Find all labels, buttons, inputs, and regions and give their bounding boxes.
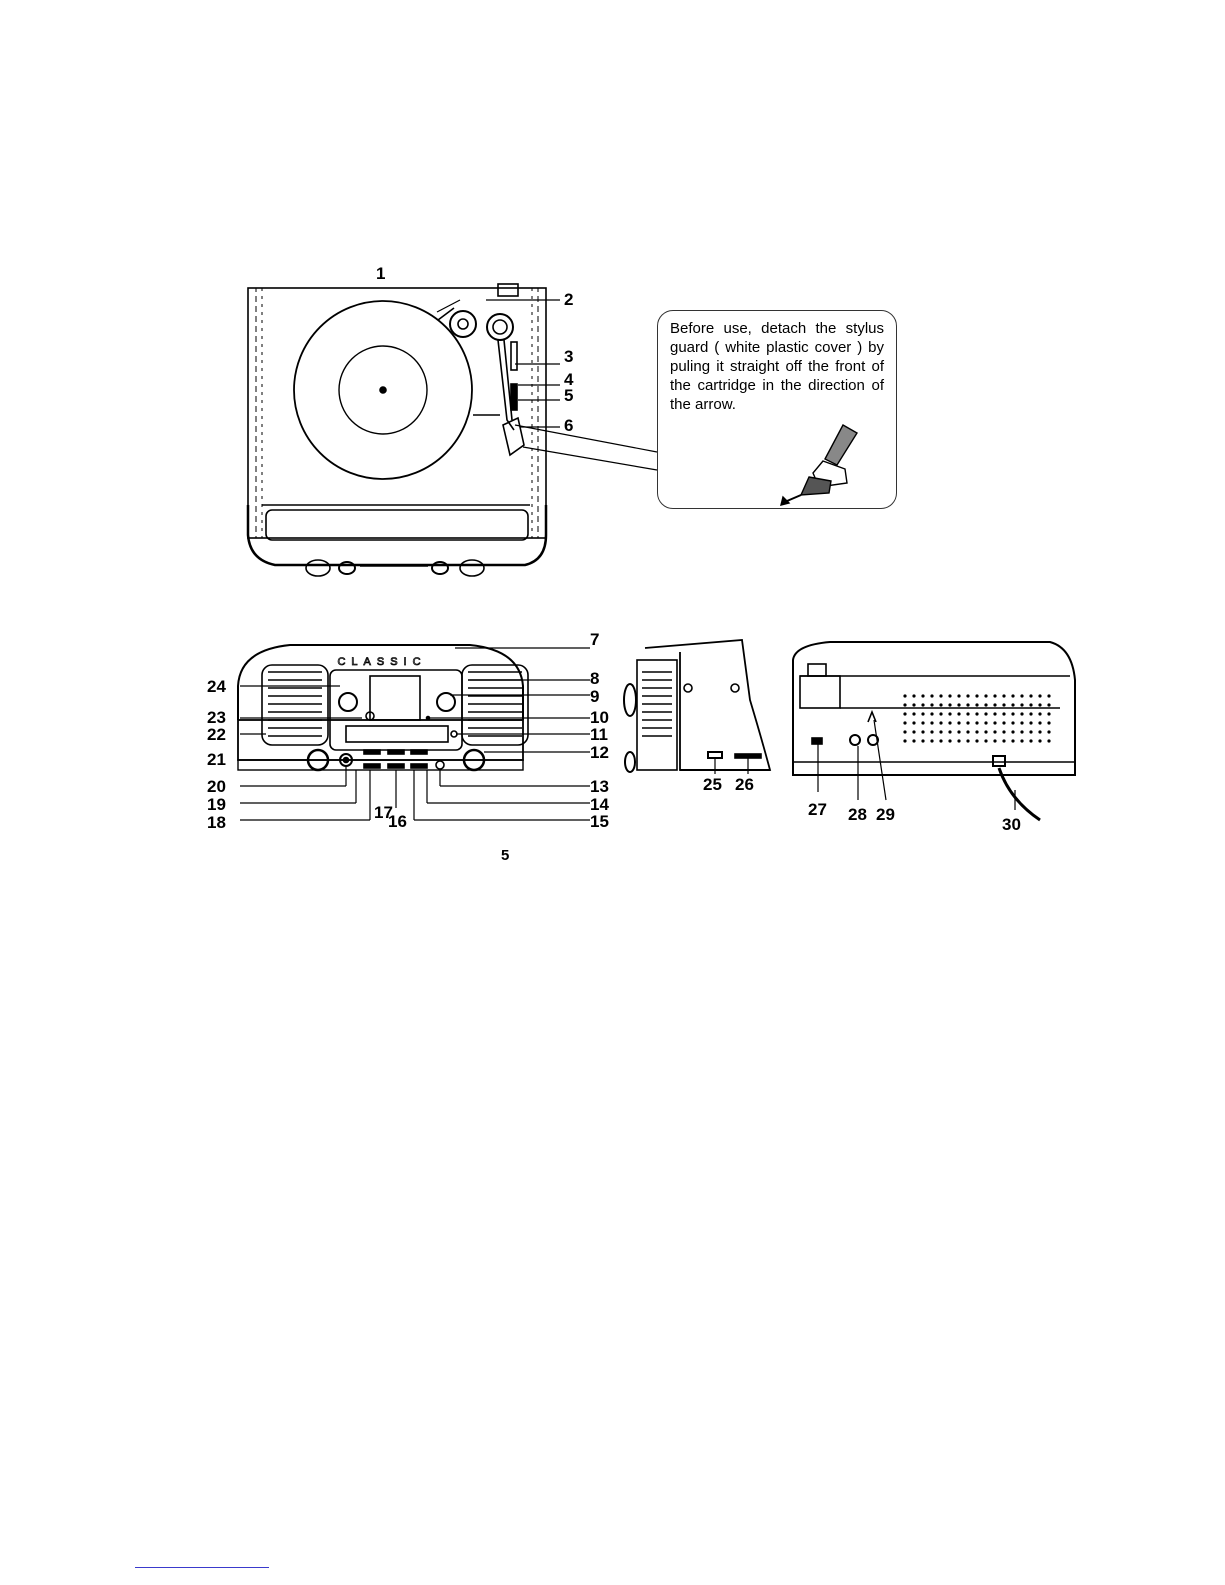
label-21: 21 (207, 750, 226, 769)
label-26: 26 (735, 775, 754, 794)
brand-logo: CLASSIC (337, 656, 427, 668)
top-view-illustration (248, 284, 657, 576)
label-9: 9 (590, 687, 600, 706)
label-15: 15 (590, 812, 609, 831)
label-24: 24 (207, 677, 226, 696)
label-16: 16 (388, 812, 407, 831)
back-view-illustration (793, 642, 1075, 820)
stylus-guard-callout (657, 310, 897, 509)
label-19: 19 (207, 795, 226, 814)
cartridge-illustration (773, 421, 883, 506)
label-13: 13 (590, 777, 609, 796)
footer-link-underline (135, 1567, 269, 1568)
label-23: 23 (207, 708, 226, 727)
label-29: 29 (876, 805, 895, 824)
callout-text: Before use, detach the stylus guard ( white plastic cover ) by puling it straight off the front of the cartridge in the direction of the arrow. (670, 320, 884, 413)
label-7: 7 (590, 630, 600, 649)
label-2: 2 (564, 290, 574, 309)
part-number-labels (207, 264, 1021, 834)
label-11: 11 (590, 725, 608, 744)
label-8: 8 (590, 669, 600, 688)
label-30: 30 (1002, 815, 1021, 834)
side-view-illustration (624, 640, 770, 774)
page-number: 5 (501, 847, 510, 864)
vent-holes (903, 694, 1050, 742)
label-22: 22 (207, 725, 226, 744)
label-12: 12 (590, 743, 609, 762)
label-27: 27 (808, 800, 827, 819)
front-view-illustration (238, 645, 590, 820)
label-25: 25 (703, 775, 722, 794)
label-28: 28 (848, 805, 867, 824)
label-14: 14 (590, 795, 609, 814)
label-3: 3 (564, 347, 574, 366)
label-4: 4 (564, 370, 574, 389)
label-10: 10 (590, 708, 609, 727)
label-18: 18 (207, 813, 226, 832)
label-1: 1 (376, 264, 386, 283)
label-17: 17 (374, 803, 393, 822)
label-20: 20 (207, 777, 226, 796)
label-5: 5 (564, 386, 574, 405)
label-6: 6 (564, 416, 574, 435)
